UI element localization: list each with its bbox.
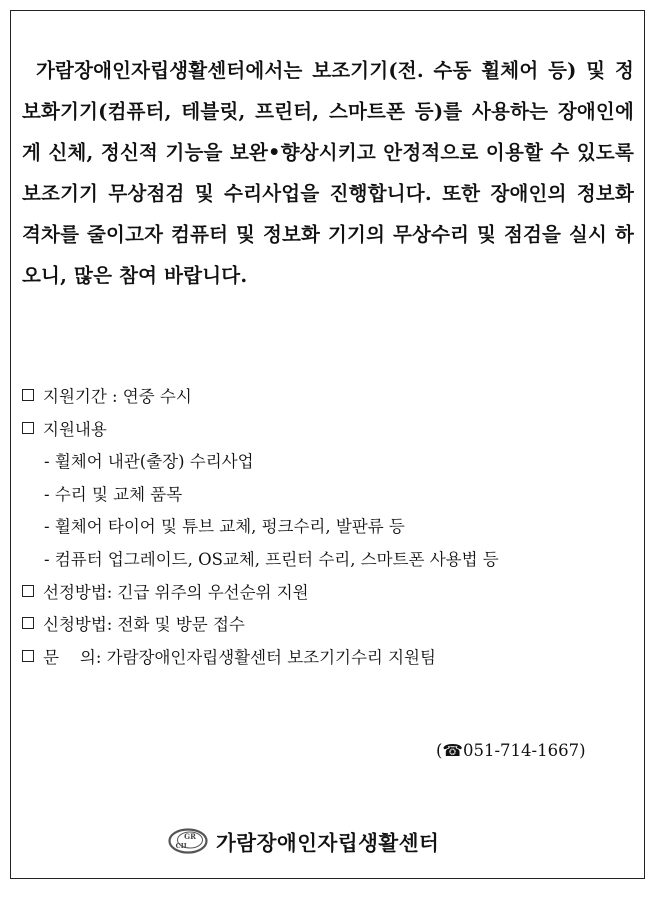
list-item-selection: 선정방법: 긴급 위주의 우선순위 지원 <box>22 577 647 610</box>
phone-number: (☎051-714-1667) <box>436 741 586 760</box>
logo-text-bottom: CIL <box>175 842 189 850</box>
sub-item: - 휠체어 내관(출장) 수리사업 <box>44 452 254 472</box>
sub-item: - 컴퓨터 업그레이드, OS교체, 프린터 수리, 스마트폰 사용법 등 <box>44 549 499 569</box>
footer-org <box>168 821 439 861</box>
checkbox-square-icon <box>22 650 34 662</box>
list-item-content: 지원내용 <box>22 414 647 447</box>
intro-text: 가람장애인자립생활센터에서는 보조기기(전. 수동 휠체어 등) 및 정보화기기(컴퓨터, 테블릿, 프린터, 스마트폰 등)를 사용하는 장애인에게 신체, 정신적 기능을 보완•향상시키고 안정적으로 이용할 수 있도록 보조기기 무상점검 및 수리사업을 진행합니다. 또한 장애인의 정보화 격차를 줄이고자 컴퓨터 및 정보화 기기의 무상수리 및 점검을 실시 하오니, 많은 참여 바랍니다. <box>22 59 634 287</box>
logo-text-top: GR <box>184 832 196 841</box>
list-item-inquiry: 문 의: 가람장애인자립생활센터 보조기기수리 지원팀 <box>22 642 647 675</box>
checkbox-square-icon <box>22 585 34 597</box>
gr-cil-logo-icon <box>168 828 208 854</box>
info-list <box>22 381 647 674</box>
checkbox-square-icon <box>22 422 34 434</box>
checkbox-square-icon <box>22 617 34 629</box>
org-name: 가람장애인자립생활센터 <box>216 831 440 855</box>
list-item-period: 지원기간 : 연중 수시 <box>22 381 647 414</box>
intro-paragraph <box>22 50 634 296</box>
sub-item: - 수리 및 교체 품목 <box>44 484 183 504</box>
checkbox-square-icon <box>22 389 34 401</box>
list-item-application: 신청방법: 전화 및 방문 접수 <box>22 609 647 642</box>
sub-item: - 휠체어 타이어 및 튜브 교체, 펑크수리, 발판류 등 <box>44 517 405 537</box>
